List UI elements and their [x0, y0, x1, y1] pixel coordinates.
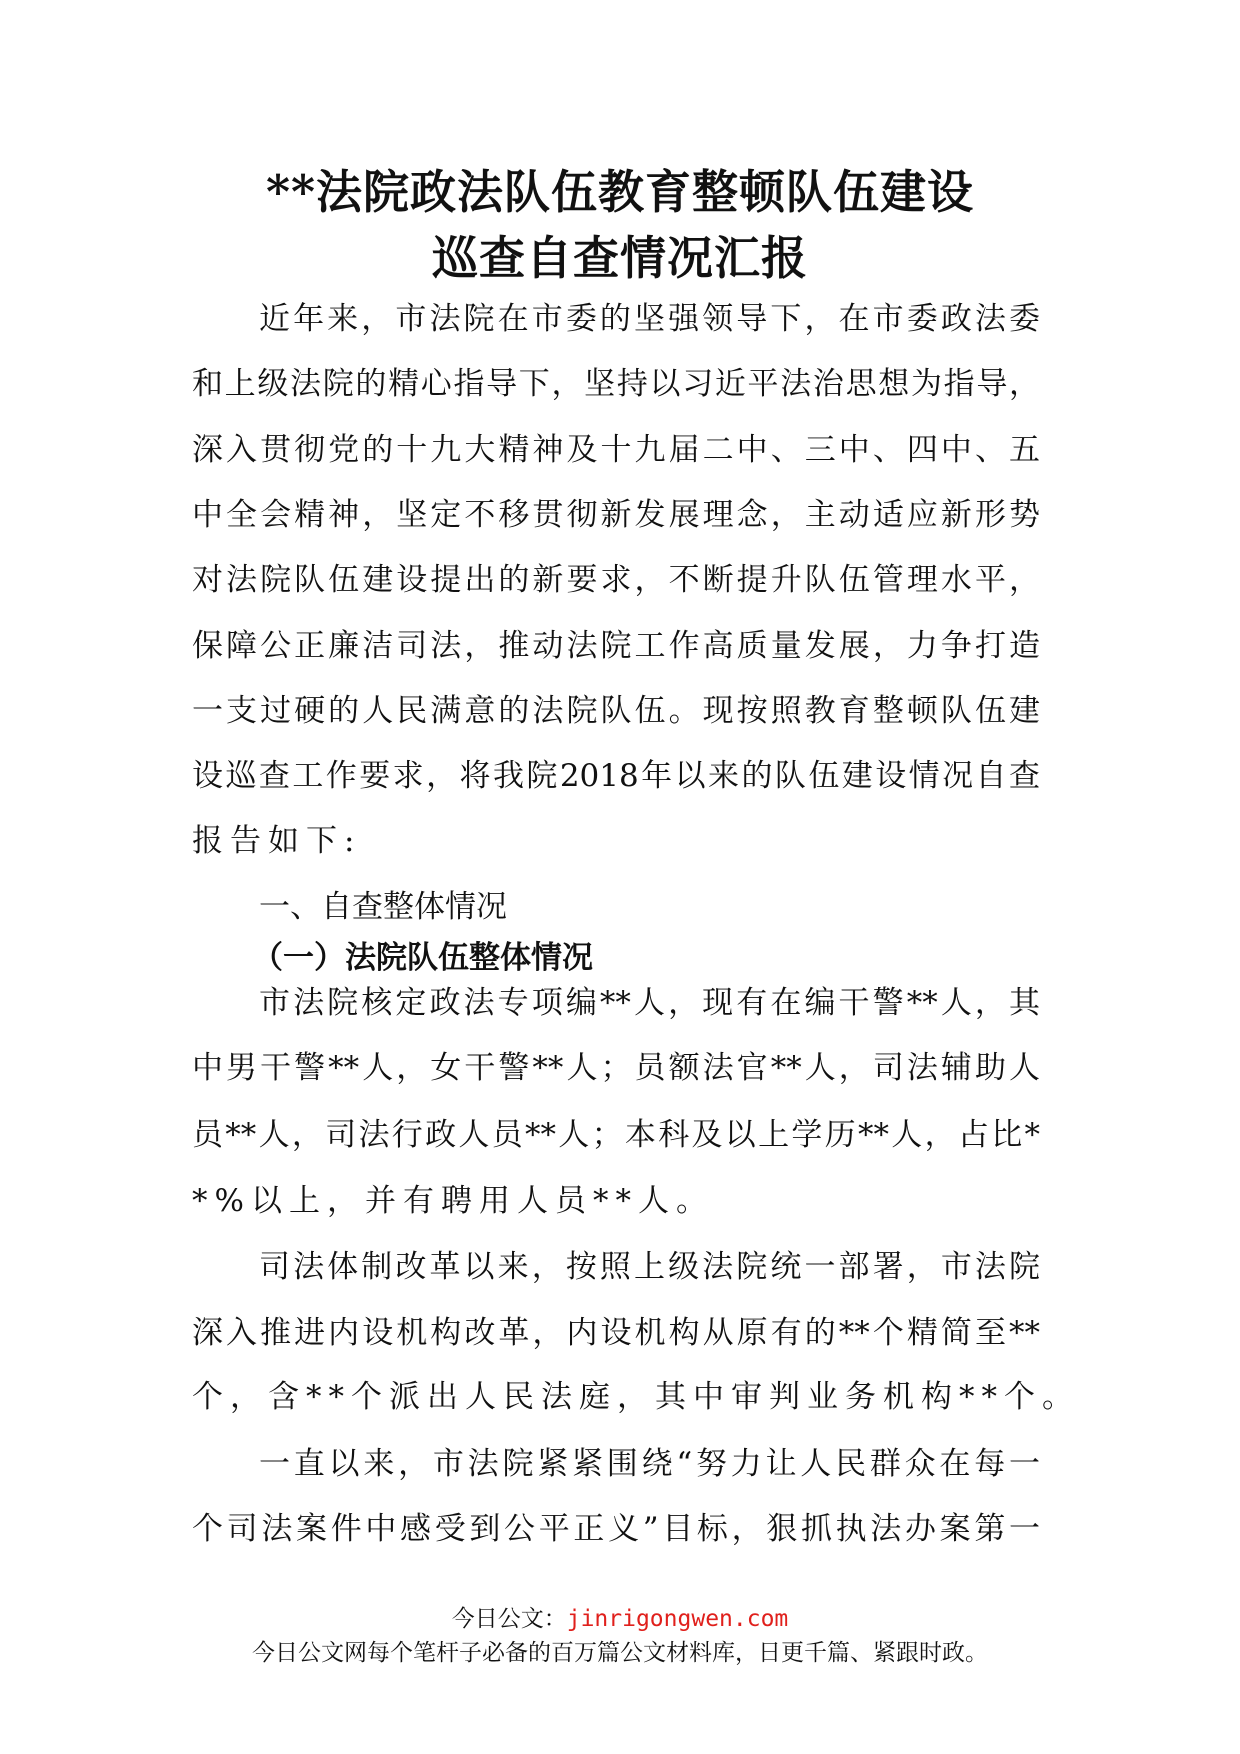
- document-title-line-1: **法院政法队伍教育整顿队伍建设: [265, 165, 975, 219]
- footer-site: [0, 1600, 1240, 1633]
- text-line: 一直以来，市法院紧紧围绕“努力让人民群众在每一: [259, 1446, 1040, 1482]
- section-heading: 一、自查整体情况: [259, 889, 507, 925]
- text-line: 对法院队伍建设提出的新要求，不断提升队伍管理水平，: [192, 562, 1040, 598]
- text-line: 和上级法院的精心指导下，坚持以习近平法治思想为指导，: [192, 366, 1040, 402]
- text-line: 中全会精神，坚定不移贯彻新发展理念，主动适应新形势: [192, 497, 1040, 533]
- footer-site-url[interactable]: jinrigongwen.com: [566, 1606, 789, 1632]
- footer-site-label: 今日公文：: [451, 1606, 567, 1632]
- text-line: 近年来，市法院在市委的坚强领导下，在市委政法委: [259, 301, 1040, 337]
- text-line: 司法体制改革以来，按照上级法院统一部署，市法院: [259, 1249, 1040, 1285]
- text-line: 深入推进内设机构改革，内设机构从原有的**个精简至**: [192, 1315, 1040, 1351]
- text-line: 员**人，司法行政人员**人；本科及以上学历**人，占比*: [192, 1117, 1040, 1153]
- subsection-heading: （一）法院队伍整体情况: [252, 940, 593, 976]
- text-line: 设巡查工作要求，将我院2018年以来的队伍建设情况自查: [192, 758, 1040, 794]
- text-line: 保障公正廉洁司法，推动法院工作高质量发展，力争打造: [192, 628, 1040, 664]
- text-line: 一支过硬的人民满意的法院队伍。现按照教育整顿队伍建: [192, 693, 1040, 729]
- text-line: 个司法案件中感受到公平正义”目标，狠抓执法办案第一: [192, 1511, 1040, 1547]
- document-title-line-2: 巡查自查情况汇报: [432, 231, 808, 285]
- text-line: 个，含**个派出人民法庭，其中审判业务机构**个。: [192, 1379, 1080, 1415]
- footer-slogan: 今日公文网每个笔杆子必备的百万篇公文材料库，日更千篇、紧跟时政。: [252, 1640, 988, 1666]
- text-line: 报告如下:: [192, 823, 362, 859]
- text-line: *%以上，并有聘用人员**人。: [192, 1183, 714, 1219]
- text-line: 深入贯彻党的十九大精神及十九届二中、三中、四中、五: [192, 432, 1040, 468]
- text-line: 中男干警**人，女干警**人；员额法官**人，司法辅助人: [192, 1050, 1040, 1086]
- text-line: 市法院核定政法专项编**人，现有在编干警**人，其: [259, 985, 1040, 1021]
